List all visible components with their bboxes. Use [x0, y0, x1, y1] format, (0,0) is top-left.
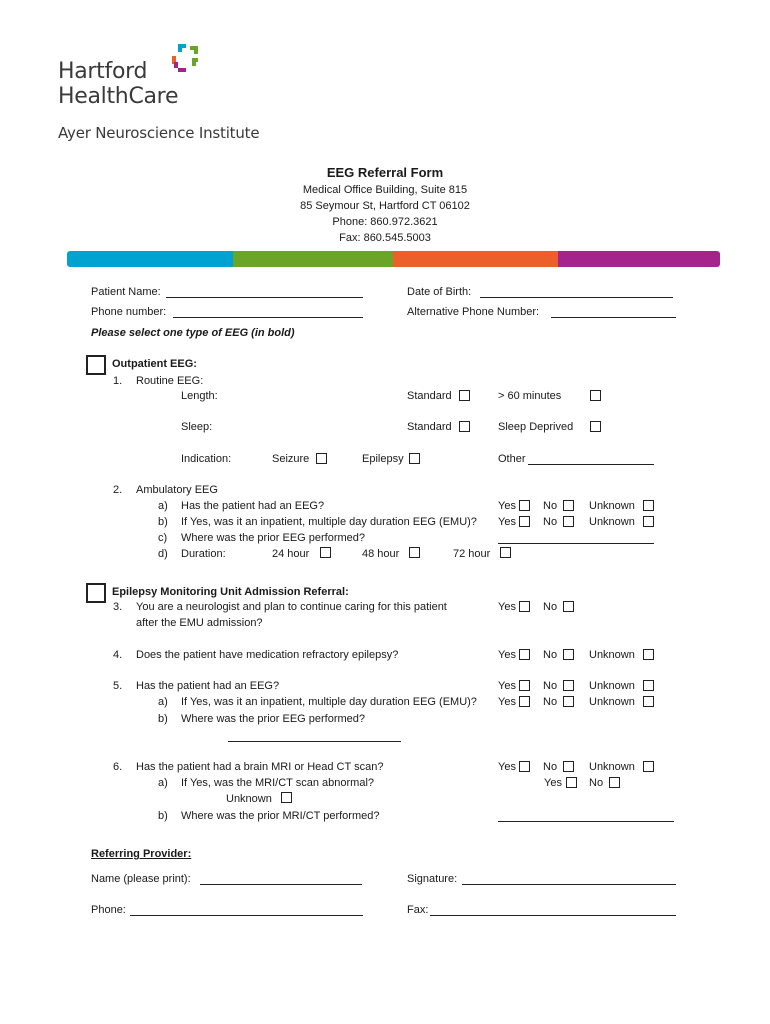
other-input[interactable]	[528, 464, 654, 465]
amb-b-no-label: No	[543, 516, 558, 528]
q3-number: 3.	[113, 601, 123, 613]
q5-yes-checkbox[interactable]	[519, 680, 530, 691]
q5-no-checkbox[interactable]	[563, 680, 574, 691]
q5-unknown-label: Unknown	[589, 680, 635, 692]
duration-24-checkbox[interactable]	[320, 547, 331, 558]
dob-label: Date of Birth:	[407, 286, 472, 298]
q4-question: Does the patient have medication refractory epilepsy?	[136, 649, 399, 661]
duration-72-checkbox[interactable]	[500, 547, 511, 558]
amb-a-letter: a)	[158, 500, 168, 512]
indication-label: Indication:	[181, 453, 232, 465]
item-2-number: 2.	[113, 484, 123, 496]
provider-phone-input[interactable]	[130, 915, 363, 916]
logo-mark-icon	[170, 40, 204, 76]
q4-yes-label: Yes	[498, 649, 516, 661]
provider-name-input[interactable]	[200, 884, 362, 885]
q5-yes-label: Yes	[498, 680, 516, 692]
phone-label: Phone number:	[91, 306, 167, 318]
q6-yes-label: Yes	[498, 761, 516, 773]
ambulatory-eeg-label: Ambulatory EEG	[136, 484, 218, 496]
outpatient-eeg-checkbox[interactable]	[86, 355, 106, 375]
address-line1: Medical Office Building, Suite 815	[302, 184, 468, 196]
q5a-unknown-label: Unknown	[589, 696, 635, 708]
q6-no-label: No	[543, 761, 558, 773]
sleep-deprived-checkbox[interactable]	[590, 421, 601, 432]
phone-line: Phone: 860.972.3621	[332, 216, 438, 228]
q4-unknown-checkbox[interactable]	[643, 649, 654, 660]
patient-name-label: Patient Name:	[91, 286, 161, 298]
epilepsy-checkbox[interactable]	[409, 453, 420, 464]
other-label: Other	[498, 453, 526, 465]
duration-48-label: 48 hour	[362, 548, 400, 560]
q3-no-checkbox[interactable]	[563, 601, 574, 612]
q5b-input[interactable]	[228, 741, 401, 742]
q6a-yes-label: Yes	[544, 777, 562, 789]
phone-input[interactable]	[173, 317, 363, 318]
dob-input[interactable]	[480, 297, 673, 298]
epilepsy-label: Epilepsy	[362, 453, 404, 465]
color-bar-blue	[67, 251, 233, 267]
q3-yes-label: Yes	[498, 601, 516, 613]
q6a-no-label: No	[589, 777, 604, 789]
provider-name-label: Name (please print):	[91, 873, 191, 885]
q6b-letter: b)	[158, 810, 168, 822]
q6-number: 6.	[113, 761, 123, 773]
q6a-unknown-label: Unknown	[226, 793, 272, 805]
q6b-input[interactable]	[498, 821, 674, 822]
q4-no-label: No	[543, 649, 558, 661]
amb-b-yes-checkbox[interactable]	[519, 516, 530, 527]
amb-b-no-checkbox[interactable]	[563, 516, 574, 527]
sleep-deprived-label: Sleep Deprived	[498, 421, 574, 433]
seizure-checkbox[interactable]	[316, 453, 327, 464]
q6-no-checkbox[interactable]	[563, 761, 574, 772]
fax-line: Fax: 860.545.5003	[339, 232, 431, 244]
seizure-label: Seizure	[272, 453, 310, 465]
amb-a-yes-checkbox[interactable]	[519, 500, 530, 511]
q6a-no-checkbox[interactable]	[609, 777, 620, 788]
length-label: Length:	[181, 390, 218, 402]
outpatient-heading: Outpatient EEG:	[112, 358, 197, 370]
logo	[58, 40, 288, 145]
q5-unknown-checkbox[interactable]	[643, 680, 654, 691]
q5a-no-checkbox[interactable]	[563, 696, 574, 707]
length-standard-checkbox[interactable]	[459, 390, 470, 401]
q3-yes-checkbox[interactable]	[519, 601, 530, 612]
q5a-letter: a)	[158, 696, 168, 708]
select-instruction: Please select one type of EEG (in bold)	[91, 327, 295, 339]
q6a-letter: a)	[158, 777, 168, 789]
amb-d-question: Duration:	[181, 548, 226, 560]
sleep-label: Sleep:	[181, 421, 213, 433]
amb-b-unknown-label: Unknown	[589, 516, 635, 528]
color-bar-purple	[558, 251, 720, 267]
amb-b-yes-label: Yes	[498, 516, 516, 528]
logo-name-line2: HealthCare	[58, 84, 179, 109]
q6-unknown-checkbox[interactable]	[643, 761, 654, 772]
q6a-yes-checkbox[interactable]	[566, 777, 577, 788]
q6a-unknown-checkbox[interactable]	[281, 792, 292, 803]
q4-number: 4.	[113, 649, 123, 661]
logo-name-line1: Hartford	[58, 59, 148, 84]
q3-no-label: No	[543, 601, 558, 613]
q6b-question: Where was the prior MRI/CT performed?	[181, 810, 380, 822]
amb-b-letter: b)	[158, 516, 168, 528]
amb-a-unknown-label: Unknown	[589, 500, 635, 512]
amb-c-input[interactable]	[498, 543, 654, 544]
q5b-question: Where was the prior EEG performed?	[181, 713, 366, 725]
q5-number: 5.	[113, 680, 123, 692]
provider-fax-input[interactable]	[430, 915, 676, 916]
amb-b-unknown-checkbox[interactable]	[643, 516, 654, 527]
q3-line2: after the EMU admission?	[136, 617, 263, 629]
q5-no-label: No	[543, 680, 558, 692]
signature-input[interactable]	[462, 884, 676, 885]
q5a-question: If Yes, was it an inpatient, multiple day duration EEG (EMU)?	[181, 696, 477, 708]
amb-c-letter: c)	[158, 532, 168, 544]
provider-heading: Referring Provider:	[91, 848, 192, 860]
q3-line1: You are a neurologist and plan to continue caring for this patient	[136, 601, 447, 613]
q5a-yes-label: Yes	[498, 696, 516, 708]
amb-b-question: If Yes, was it an inpatient, multiple day duration EEG (EMU)?	[181, 516, 477, 528]
patient-name-input[interactable]	[166, 297, 363, 298]
color-bar-green	[233, 251, 393, 267]
emu-referral-checkbox[interactable]	[86, 583, 106, 603]
form-title: EEG Referral Form	[326, 165, 444, 180]
alt-phone-input[interactable]	[551, 317, 676, 318]
q4-yes-checkbox[interactable]	[519, 649, 530, 660]
length-standard-label: Standard	[407, 390, 452, 402]
duration-24-label: 24 hour	[272, 548, 310, 560]
q5a-unknown-checkbox[interactable]	[643, 696, 654, 707]
amb-a-question: Has the patient had an EEG?	[181, 500, 325, 512]
q5a-no-label: No	[543, 696, 558, 708]
q4-no-checkbox[interactable]	[563, 649, 574, 660]
address-line2: 85 Seymour St, Hartford CT 06102	[300, 200, 470, 212]
q5-question: Has the patient had an EEG?	[136, 680, 280, 692]
amb-a-yes-label: Yes	[498, 500, 516, 512]
q6-unknown-label: Unknown	[589, 761, 635, 773]
routine-eeg-label: Routine EEG:	[136, 375, 204, 387]
provider-phone-label: Phone:	[91, 904, 126, 916]
provider-fax-label: Fax:	[407, 904, 429, 916]
amb-c-question: Where was the prior EEG performed?	[181, 532, 366, 544]
emu-heading: Epilepsy Monitoring Unit Admission Referral:	[112, 586, 349, 598]
sixty-min-checkbox[interactable]	[590, 390, 601, 401]
duration-48-checkbox[interactable]	[409, 547, 420, 558]
q5b-letter: b)	[158, 713, 168, 725]
q6-yes-checkbox[interactable]	[519, 761, 530, 772]
q6a-question: If Yes, was the MRI/CT scan abnormal?	[181, 777, 374, 789]
item-1-number: 1.	[113, 375, 123, 387]
amb-a-unknown-checkbox[interactable]	[643, 500, 654, 511]
sleep-standard-label: Standard	[407, 421, 452, 433]
amb-d-letter: d)	[158, 548, 168, 560]
color-bar-orange	[393, 251, 558, 267]
alt-phone-label: Alternative Phone Number:	[407, 306, 540, 318]
q4-unknown-label: Unknown	[589, 649, 635, 661]
amb-a-no-label: No	[543, 500, 558, 512]
q5a-yes-checkbox[interactable]	[519, 696, 530, 707]
sixty-min-label: > 60 minutes	[498, 390, 562, 402]
sleep-standard-checkbox[interactable]	[459, 421, 470, 432]
amb-a-no-checkbox[interactable]	[563, 500, 574, 511]
duration-72-label: 72 hour	[453, 548, 491, 560]
institute-name: Ayer Neuroscience Institute	[58, 124, 260, 142]
signature-label: Signature:	[407, 873, 458, 885]
q6-question: Has the patient had a brain MRI or Head CT scan?	[136, 761, 384, 773]
